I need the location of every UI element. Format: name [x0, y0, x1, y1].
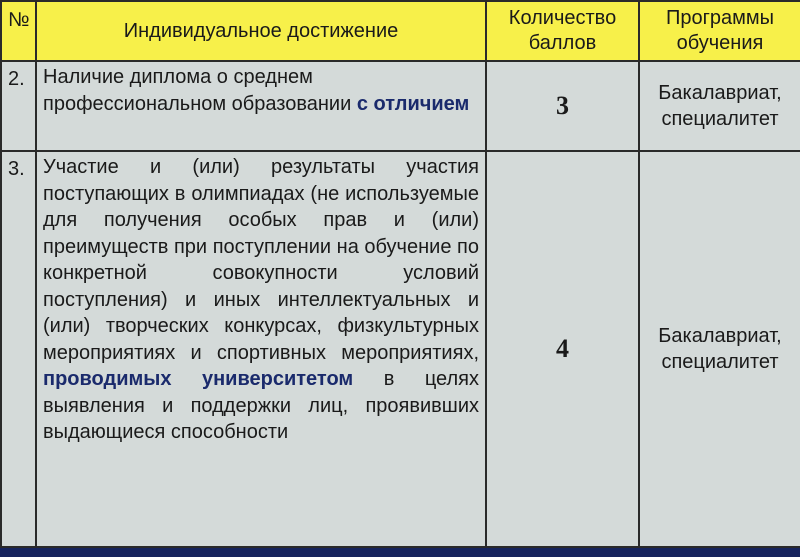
- row-text-part1: Участие и (или) результаты участия поступающих в олимпиадах (не используемые для получения особых прав и (или) преимуществ при поступлении на обучение по конкретной совокупности условий поступления) и иных интеллектуальных и (или) творческих конкурсах, физкультурных мероприятиях и спортивных мероприятиях,: [43, 156, 479, 364]
- table-row: [1, 151, 800, 547]
- row-number: 3.: [1, 151, 36, 547]
- row-text-plain: Наличие диплома о среднем профессиональном образовании: [43, 66, 352, 115]
- header-programs: Программы обучения: [639, 1, 800, 61]
- row-achievement-text: [36, 151, 486, 547]
- header-points: Количество баллов: [486, 1, 639, 61]
- row-number: 2.: [1, 61, 36, 151]
- header-number: №: [1, 1, 36, 61]
- table-row: [1, 61, 800, 151]
- row-text-emphasis: проводимых университетом: [43, 368, 354, 390]
- row-achievement-text: [36, 61, 486, 151]
- row-programs: Бакалавриат, специалитет: [639, 151, 800, 547]
- header-achievement: Индивидуальное достижение: [36, 1, 486, 61]
- row-points: 3: [486, 61, 639, 151]
- table-header-row: [1, 1, 800, 61]
- row-text-emphasis: с отличием: [356, 92, 470, 115]
- slide-bottom-bar: [0, 548, 800, 557]
- row-text-part2: в целях выявления и поддержки лиц, проявивших выдающиеся способности: [43, 368, 480, 443]
- row-points: 4: [486, 151, 639, 547]
- row-programs: Бакалавриат, специалитет: [639, 61, 800, 151]
